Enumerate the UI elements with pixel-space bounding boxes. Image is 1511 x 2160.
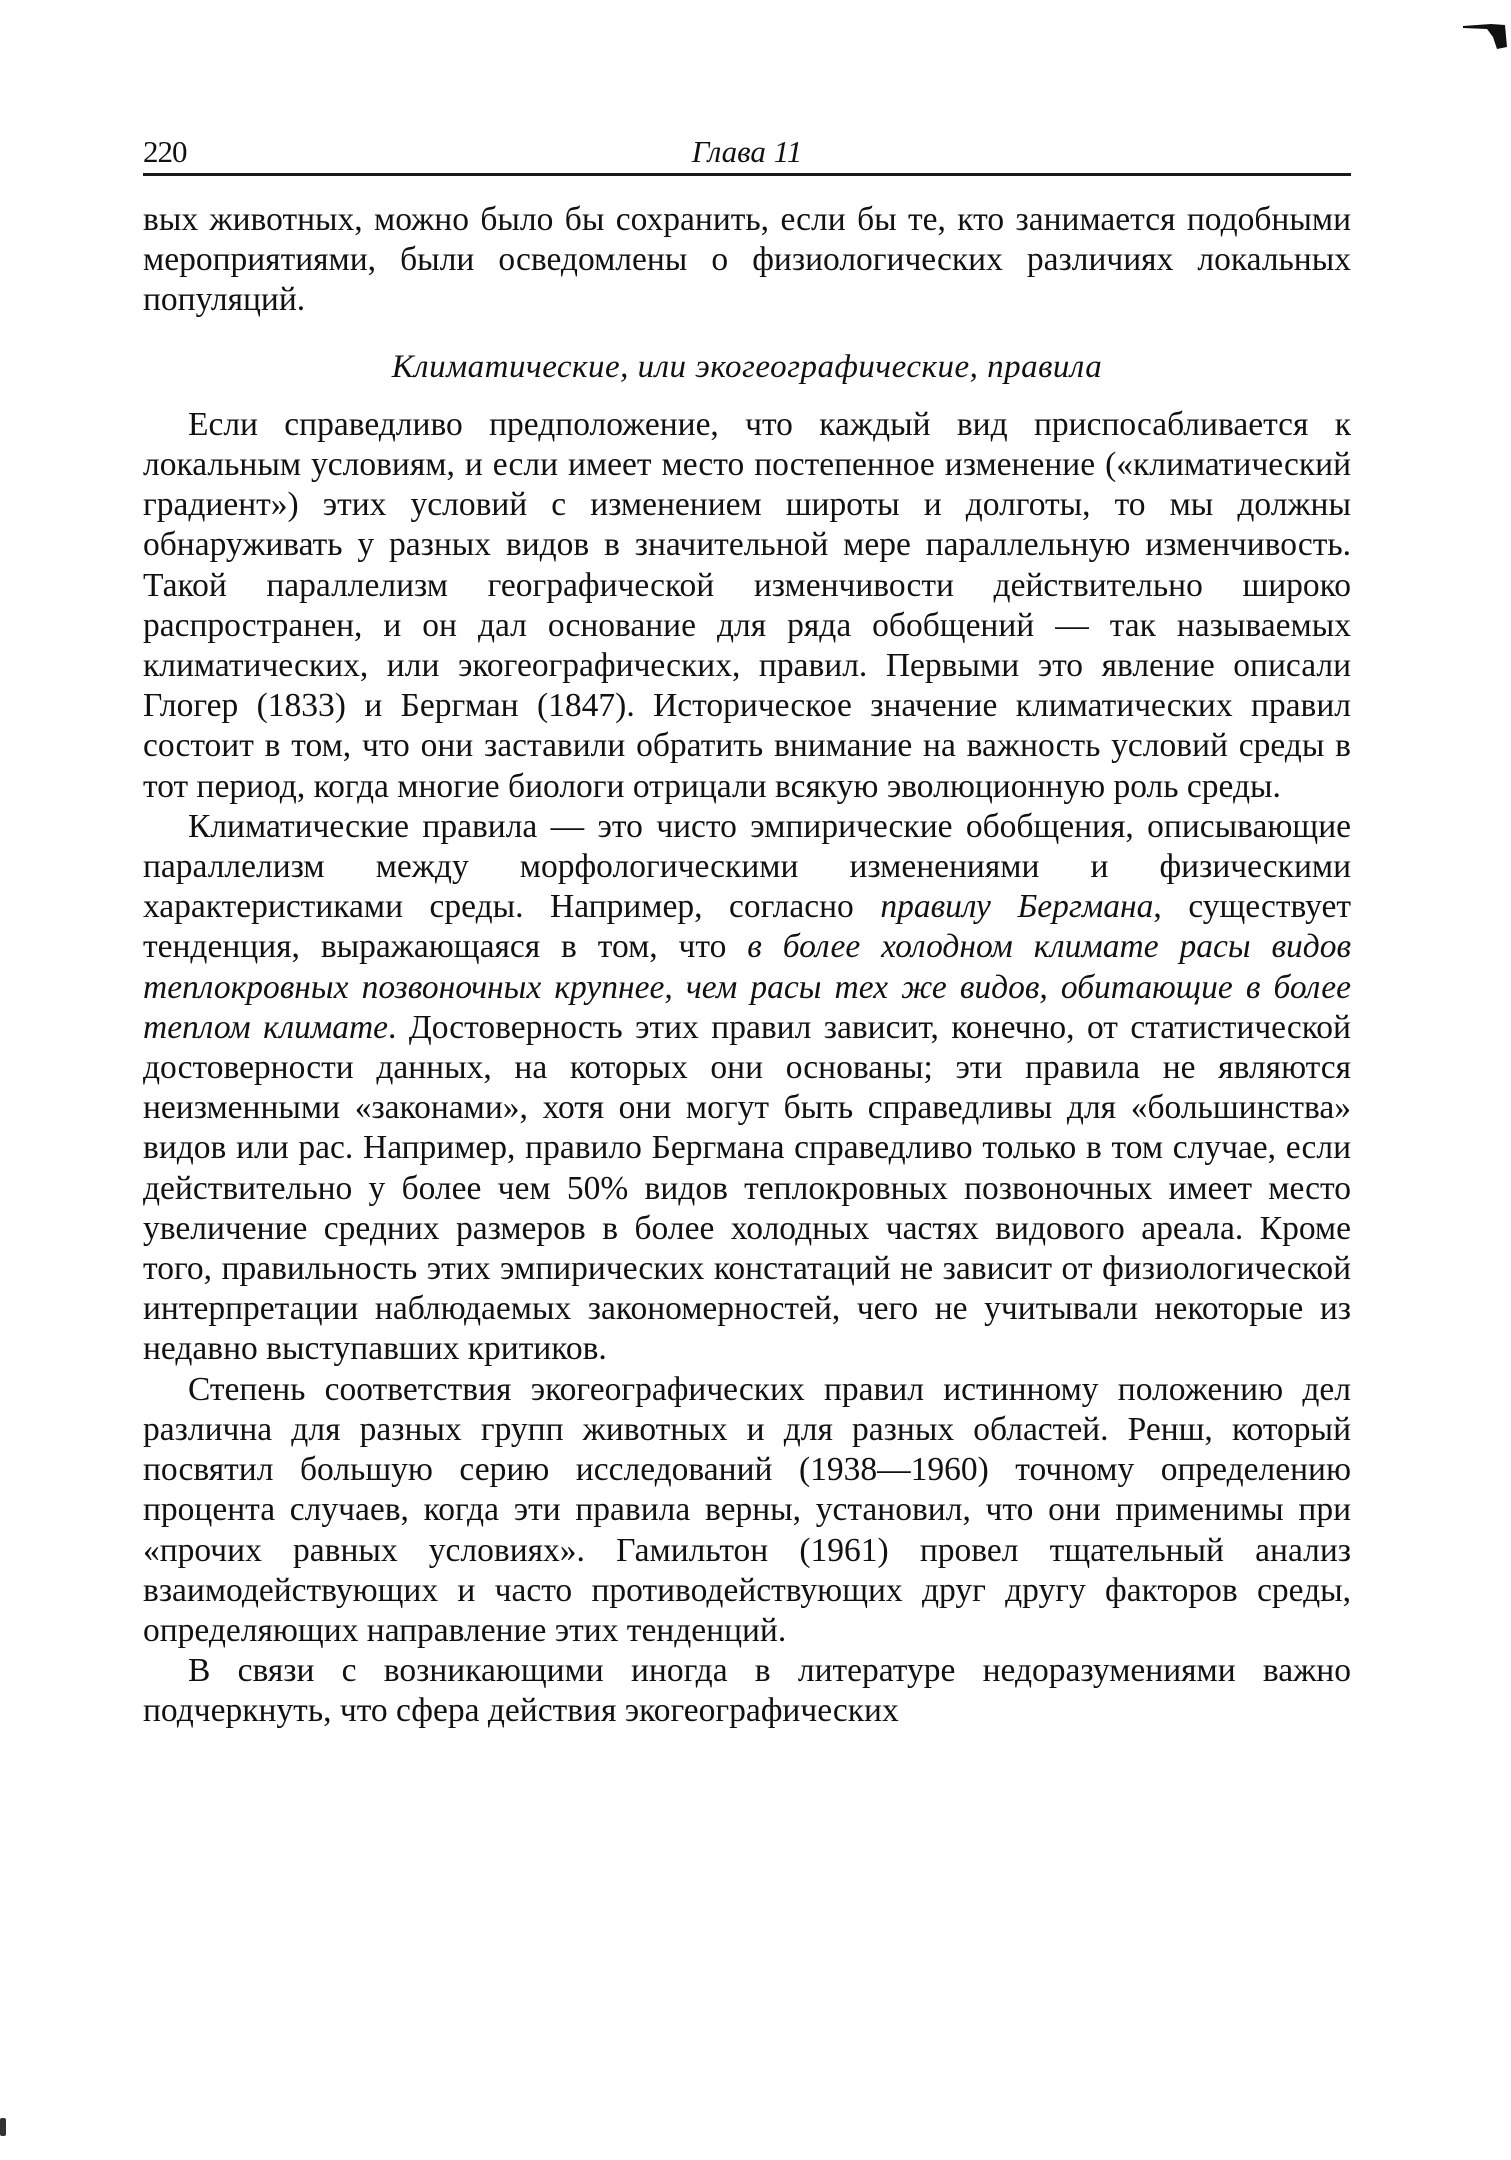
page-number: 220 (143, 134, 187, 169)
paragraph: В связи с возникающими иногда в литературе недоразумениями важно подчеркнуть, что сфера действия экогеографических (143, 1652, 1351, 1730)
scan-artifact-mark (1463, 23, 1508, 49)
page-body (143, 200, 1351, 1732)
text-run: Климатические правила — это чисто эмпирические обобщения, описывающие параллелизм между морфологическими изменениями и физическими характеристиками среды. Например, согласно (143, 807, 1351, 926)
chapter-title: Глава 11 (691, 134, 803, 169)
running-head (143, 128, 1351, 178)
text-run: . Достоверность этих правил зависит, конечно, от статистической достоверности данных, на которых они основаны; эти правила не являются неизменными «законами», хотя они могут быть справедливы для «большинства» видов или рас. Например, правило Бергмана справедливо только в том случае, если действительно у более чем 50% видов теплокровных позвоночных имеет место увеличение средних размеров в более холодных частях видового ареала. Кроме того, правильность этих эмпирических констатаций не зависит от физиологической интерпретации наблюдаемых закономерностей, чего не учитывали некоторые из недавно выступавших критиков. (143, 1008, 1351, 1368)
header-rule (143, 173, 1351, 176)
italic-rule-statement: в более холодном климате расы видов теплокровных позвоночных крупнее, чем расы тех же видов, обитающие в более теплом климате (143, 928, 1351, 1046)
paragraph: Если справедливо предположение, что каждый вид приспосабливается к локальным условиям, и если имеет место постепенное изменение («климатический градиент») этих условий с изменением широты и долготы, то мы должны обнаруживать у разных видов в значительной мере параллельную изменчивость. Такой параллелизм географической изменчивости действительно широко распространен, и он дал основание для ряда обобщений — так называемых климатических, или экогеографических, правил. Первыми это явление описали Глогер (1833) и Бергман (1847). Историческое значение климатических правил состоит в том, что они заставили обратить внимание на важность условий среды в тот период, когда многие биологи отрицали всякую эволюционную роль среды. (143, 405, 1351, 805)
section-heading: Климатические, или экогеографические, правила (391, 348, 1103, 385)
paragraph (143, 807, 1351, 1370)
paragraph: вых животных, можно было бы сохранить, если бы те, кто занимается подобными мероприятиями, были осведомлены о физиологических различиях локальных популяций. (143, 201, 1351, 319)
paragraph: Степень соответствия экогеографических правил истинному положению дел различна для разных групп животных и для разных областей. Ренш, который посвятил большую серию исследований (1938—1960) точному определению процента случаев, когда эти правила верны, установил, что они применимы при «прочих равных условиях». Гамильтон (1961) провел тщательный анализ взаимодействующих и часто противодействующих друг другу факторов среды, определяющих направление этих тенденций. (143, 1370, 1351, 1649)
italic-term: правилу Бергмана (880, 888, 1154, 926)
text-run: , существует тенденция, выражающаяся в том, что (143, 888, 1351, 966)
scan-artifact-mark (0, 2118, 6, 2136)
